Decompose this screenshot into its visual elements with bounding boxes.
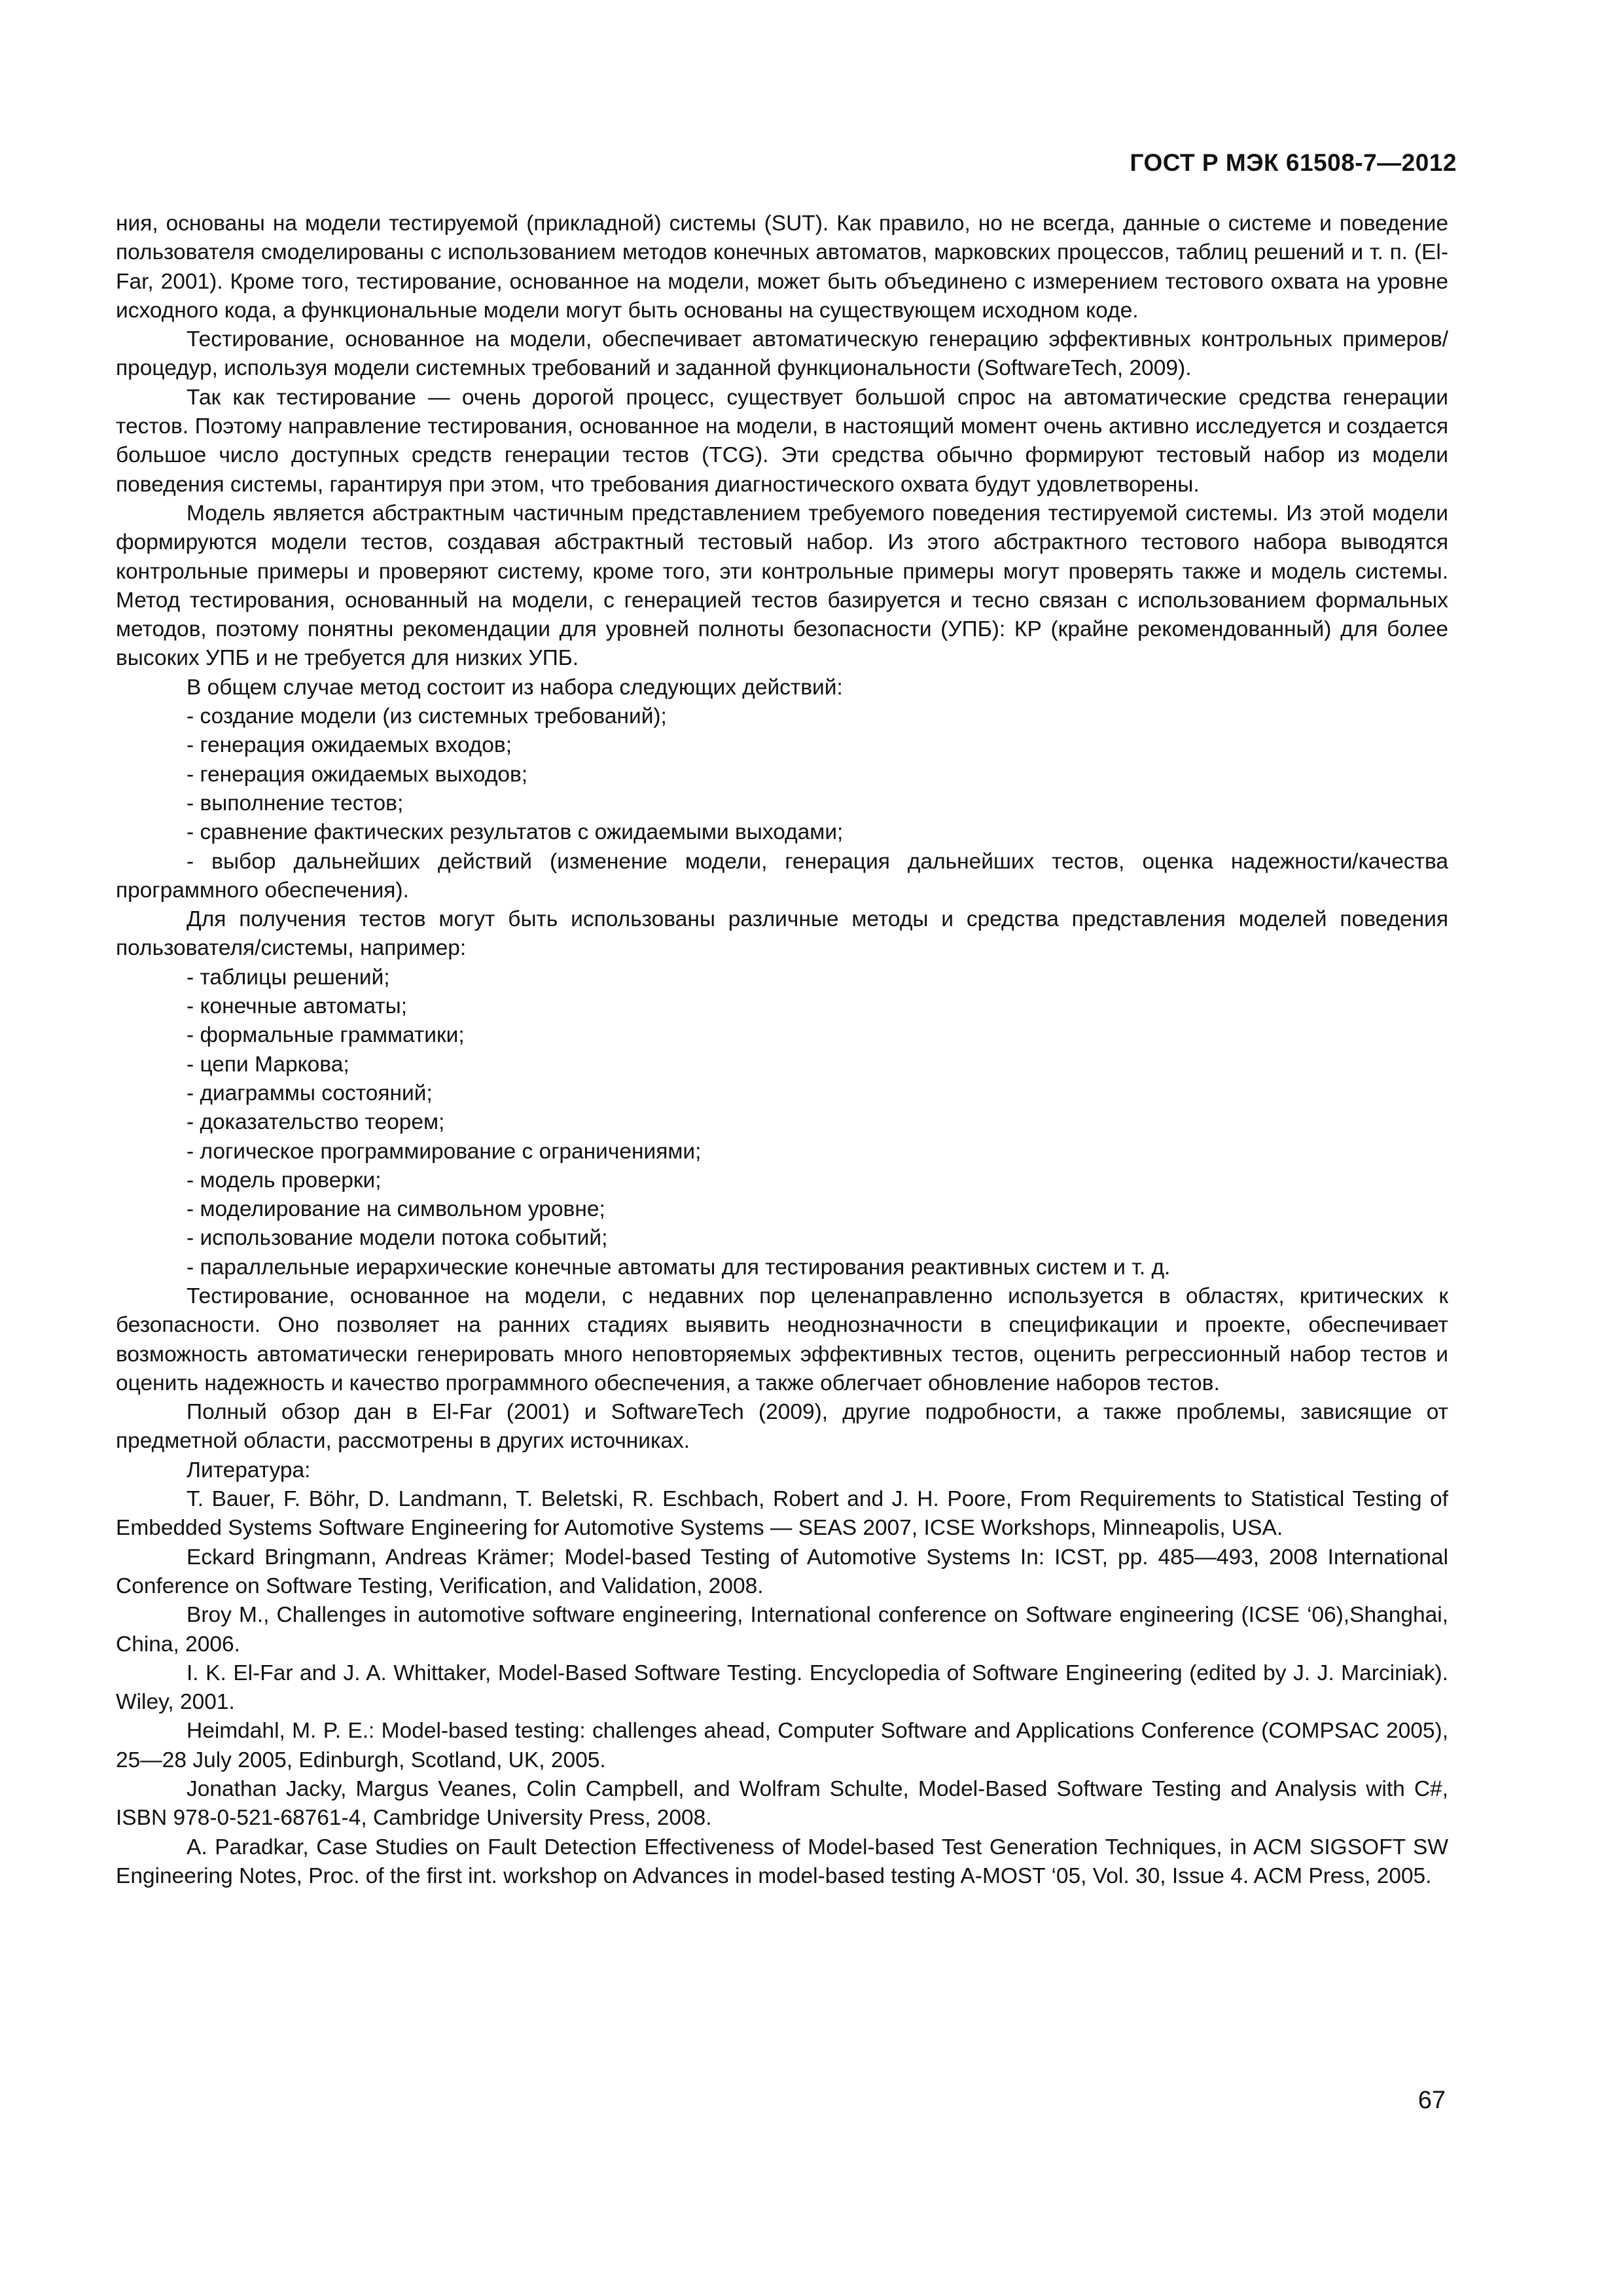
standard-code-header: ГОСТ Р МЭК 61508-7—2012 xyxy=(1130,149,1457,176)
actions-list xyxy=(116,702,1448,905)
reference-item: T. Bauer, F. Böhr, D. Landmann, T. Beletski, R. Eschbach, Robert and J. H. Poore, From Requirements to Statistical Testing of Embedded Systems Software Engineering for Automotive Systems — SEAS 2007, ICSE Workshops, Minneapolis, USA. xyxy=(116,1487,1448,1541)
paragraph: Так как тестирование — очень дорогой процесс, существует большой спрос на автоматические средства генерации тестов. Поэтому направление тестирования, основанное на модели, в настоящий момент очень активно исследуется и создается большое число доступных средств генерации тестов (TCG). Эти средства обычно формируют тестовый набор из модели поведения системы, гарантируя при этом, что требования диагностического охвата будут удовлетворены. xyxy=(116,385,1448,497)
literature-heading: Литература: xyxy=(187,1458,311,1482)
paragraph: Тестирование, основанное на модели, обеспечивает автоматическую генерацию эффективных контрольных примеров/процедур, используя модели системных требований и заданной функциональности (SoftwareTech, 2009). xyxy=(116,327,1448,381)
reference-item: Heimdahl, M. P. E.: Model-based testing: challenges ahead, Computer Software and Applications Conference (COMPSAC 2005), 25—28 July 2005, Edinburgh, Scotland, UK, 2005. xyxy=(116,1719,1448,1772)
page-body xyxy=(116,209,1448,1891)
reference-item: Broy M., Challenges in automotive software engineering, International conference on Software engineering (ICSE ‘06),Shanghai, China, 2006. xyxy=(116,1603,1448,1657)
methods-list xyxy=(116,963,1448,1282)
list-item: - моделирование на символьном уровне; xyxy=(187,1197,605,1222)
list-item: - таблицы решений; xyxy=(187,965,390,990)
list-item: - конечные автоматы; xyxy=(187,994,408,1019)
list-item: - генерация ожидаемых выходов; xyxy=(187,762,528,787)
list-item: - сравнение фактических результатов с ожидаемыми выходами; xyxy=(187,820,844,845)
reference-item: Eckard Bringmann, Andreas Krämer; Model-based Testing of Automotive Systems In: ICST, pp. 485—493, 2008 International Conference on Software Testing, Verification, and Validation, 2008. xyxy=(116,1545,1448,1598)
list-item: - создание модели (из системных требований); xyxy=(187,704,667,729)
list-item: - выполнение тестов; xyxy=(187,791,404,816)
paragraph: В общем случае метод состоит из набора следующих действий: xyxy=(187,675,843,700)
paragraph: ния, основаны на модели тестируемой (прикладной) системы (SUT). Как правило, но не всегда, данные о системе и поведение пользователя смоделированы с использованием методов конечных автоматов, марковских процессов, таблиц решений и т. п. (El-Far, 2001). Кроме того, тестирование, основанное на модели, может быть объединено с измерением тестового охвата на уровне исходного кода, а функциональные модели могут быть основаны на существующем исходном коде. xyxy=(116,211,1448,323)
list-item: - использование модели потока событий; xyxy=(187,1226,608,1251)
list-item: - цепи Маркова; xyxy=(187,1052,349,1077)
list-item: - формальные грамматики; xyxy=(187,1023,465,1048)
list-item: - параллельные иерархические конечные автоматы для тестирования реактивных систем и т. д. xyxy=(187,1255,1171,1280)
list-item: - модель проверки; xyxy=(187,1168,382,1193)
reference-item: A. Paradkar, Case Studies on Fault Detection Effectiveness of Model-based Test Generation Techniques, in ACM SIGSOFT SW Engineering Notes, Proc. of the first int. workshop on Advances in model-based testing A-MOST ‘05, Vol. 30, Issue 4. ACM Press, 2005. xyxy=(116,1835,1448,1888)
list-item: - выбор дальнейших действий (изменение модели, генерация дальнейших тестов, оценка надежности/качества программного обеспечения). xyxy=(116,849,1449,903)
list-item: - диаграммы состояний; xyxy=(187,1081,433,1105)
list-item: - доказательство теорем; xyxy=(187,1110,445,1135)
page-number: 67 xyxy=(1418,2087,1446,2114)
paragraph: Полный обзор дан в El-Far (2001) и SoftwareTech (2009), другие подробности, а также проблемы, зависящие от предметной области, рассмотрены в других источниках. xyxy=(116,1400,1448,1454)
list-item: - логическое программирование с ограничениями; xyxy=(187,1139,702,1164)
paragraph: Тестирование, основанное на модели, с недавних пор целенаправленно используется в областях, критических к безопасности. Оно позволяет на ранних стадиях выявить неоднозначности в спецификации и проекте, обеспечивает возможность автоматически генерировать много неповторяемых эффективных тестов, оценить регрессионный набор тестов и оценить надежность и качество программного обеспечения, а также облегчает обновление наборов тестов. xyxy=(116,1283,1448,1395)
paragraph: Для получения тестов могут быть использованы различные методы и средства представления моделей поведения пользователя/системы, например: xyxy=(116,907,1448,961)
list-item: - генерация ожидаемых входов; xyxy=(187,733,512,758)
reference-item: I. K. El-Far and J. A. Whittaker, Model-Based Software Testing. Encyclopedia of Software Engineering (edited by J. J. Marciniak). Wiley, 2001. xyxy=(116,1660,1448,1715)
paragraph: Модель является абстрактным частичным представлением требуемого поведения тестируемой системы. Из этой модели формируются модели тестов, создавая абстрактный тестовый набор. Из этого абстрактного тестового набора выводятся контрольные примеры и проверяют систему, кроме того, эти контрольные примеры могут проверять также и модель системы. Метод тестирования, основанный на модели, с генерацией тестов базируется и тесно связан с использованием формальных методов, поэтому понятны рекомендации для уровней полноты безопасности (УПБ): КР (крайне рекомендованный) для более высоких УПБ и не требуется для низких УПБ. xyxy=(116,501,1448,671)
reference-item: Jonathan Jacky, Margus Veanes, Colin Campbell, and Wolfram Schulte, Model-Based Software Testing and Analysis with C#, ISBN 978-0-521-68761-4, Cambridge University Press, 2008. xyxy=(116,1777,1448,1831)
